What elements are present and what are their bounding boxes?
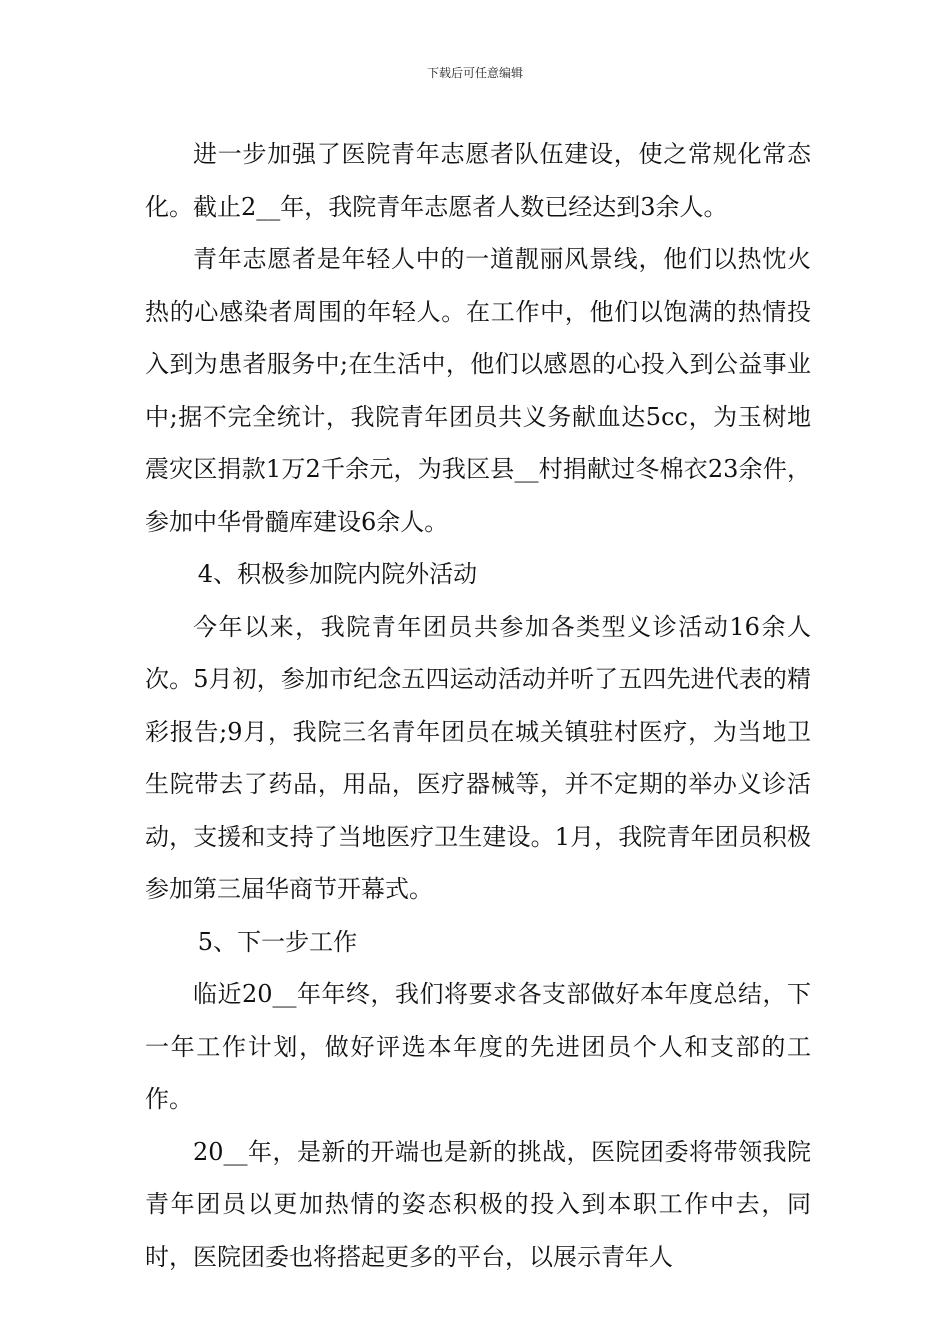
paragraph-volunteer-team: 进一步加强了医院青年志愿者队伍建设，使之常规化常态化。截止2__年，我院青年志愿者人数已经达到3余人。: [145, 140, 811, 221]
section-heading-next-steps: 5、下一步工作: [197, 927, 358, 956]
document-body: [145, 128, 811, 1283]
page-header-note: 下载后可任意编辑: [426, 66, 523, 80]
paragraph-volunteer-activities: 青年志愿者是年轻人中的一道靓丽风景线，他们以热忱火热的心感染者周围的年轻人。在工作中，他们以饱满的热情投入到为患者服务中;在生活中，他们以感恩的心投入到公益事业中;据不完全统计，我院青年团员共义务献血达5cc，为玉树地震灾区捐款1万2千余元，为我区县__村捐献过冬棉衣23余件，参加中华骨髓库建设6余人。: [145, 245, 811, 536]
paragraph-new-challenge: 20__年，是新的开端也是新的挑战，医院团委将带领我院青年团员以更加热情的姿态积极的投入到本职工作中去，同时，医院团委也将搭起更多的平台，以展示青年人: [145, 1137, 811, 1271]
section-heading-activities: 4、积极参加院内院外活动: [197, 560, 478, 588]
paragraph-clinic-activities: 今年以来，我院青年团员共参加各类型义诊活动16余人次。5月初，参加市纪念五四运动活动并听了五四先进代表的精彩报告;9月，我院三名青年团员在城关镇驻村医疗，为当地卫生院带去了药品，用品，医疗器械等，并不定期的举办义诊活动，支援和支持了当地医疗卫生建设。1月，我院青年团员积极参加第三届华商节开幕式。: [145, 612, 811, 903]
paragraph-year-end-plan: 临近20__年年终，我们将要求各支部做好本年度总结，下一年工作计划，做好评选本年度的先进团员个人和支部的工作。: [145, 980, 811, 1113]
